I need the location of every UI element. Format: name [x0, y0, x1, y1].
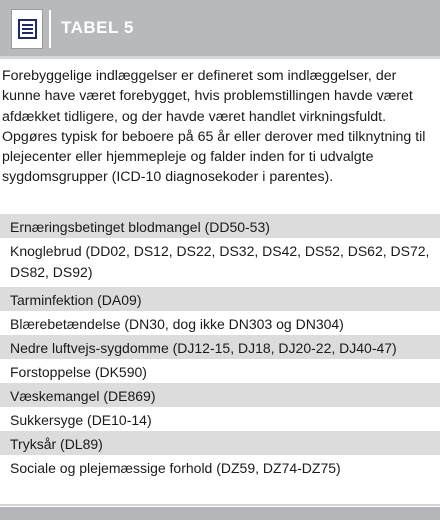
- header-divider: [49, 10, 51, 48]
- list-item: Blærebetændelse (DN30, dog ikke DN303 og DN304): [0, 311, 440, 335]
- diagnosis-list: [0, 214, 440, 479]
- table-intro: Forebyggelige indlæggelser er defineret som indlæggelser, der kunne have været forebygget, hvis problemstillingen havde været afdækket tidligere, og der havde været handlet virkningsfuldt. Opgøres typisk for beboere på 65 år eller derover med tilknytning til plejecenter eller hjemmepleje og falder inden for ti udvalgte sygdomsgrupper (ICD-10 diagnosekoder i parentes).: [2, 68, 426, 186]
- list-item: Ernæringsbetinget blodmangel (DD50-53): [0, 214, 440, 238]
- table-header: [0, 0, 440, 59]
- list-item: Forstoppelse (DK590): [0, 359, 440, 383]
- list-item: Knoglebrud (DD02, DS12, DS22, DS32, DS42, DS52, DS62, DS72, DS82, DS92): [0, 238, 440, 287]
- bottom-divider: [0, 504, 440, 506]
- list-item: Sukkersyge (DE10-14): [0, 407, 440, 431]
- table-title: TABEL 5: [61, 18, 134, 37]
- list-item: Tryksår (DL89): [0, 431, 440, 455]
- list-item: Sociale og plejemæssige forhold (DZ59, DZ74-DZ75): [0, 455, 440, 479]
- list-item: Tarminfektion (DA09): [0, 287, 440, 311]
- list-item: Væskemangel (DE869): [0, 383, 440, 407]
- bottom-bar: [0, 507, 440, 520]
- document-icon: [11, 9, 43, 49]
- list-item: Nedre luftvejs-sygdomme (DJ12-15, DJ18, DJ20-22, DJ40-47): [0, 335, 440, 359]
